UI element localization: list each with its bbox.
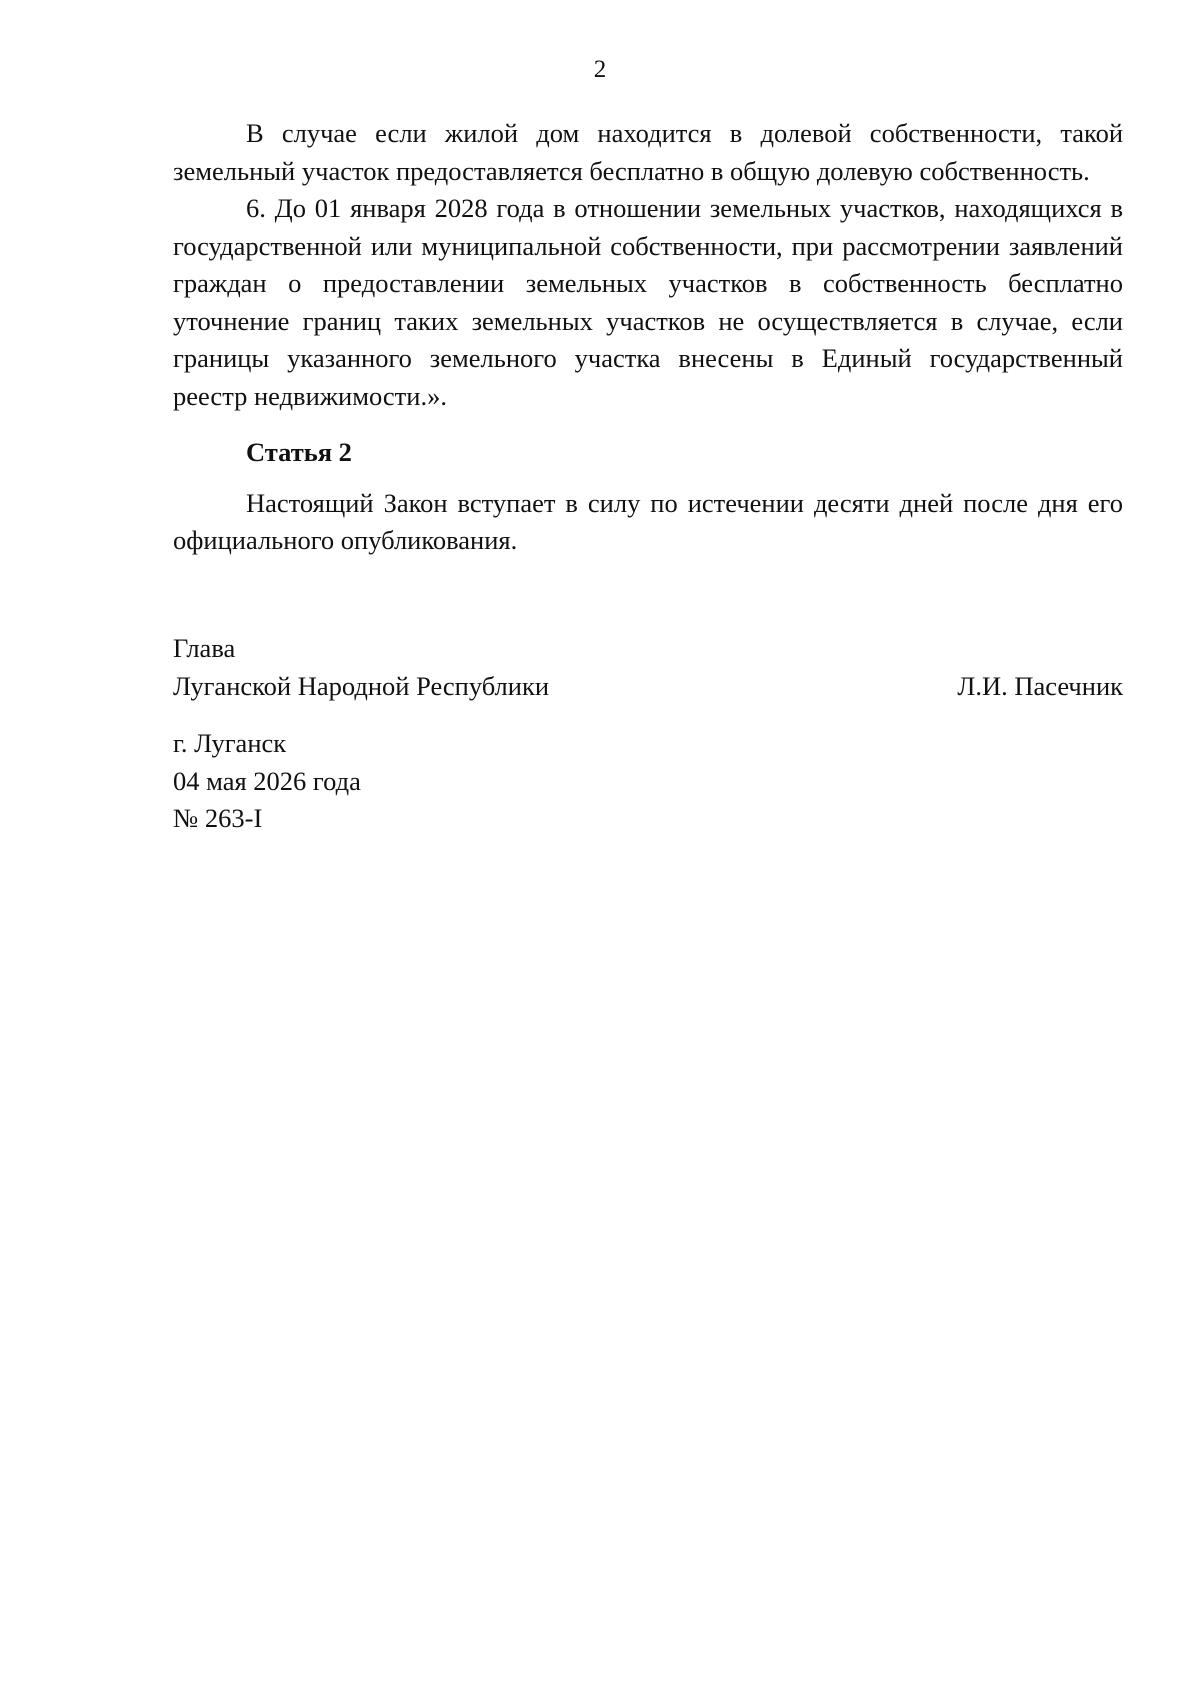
place-city: г. Луганск <box>173 728 287 758</box>
page-number: 2 <box>593 56 607 83</box>
paragraph-entry-into-force: Настоящий Закон вступает в силу по истечении десяти дней после дня его официального опубликования. <box>173 487 1123 555</box>
paragraph-shared-ownership: В случае если жилой дом находится в долевой собственности, такой земельный участок предоставляется бесплатно в общую долевую собственность. <box>173 118 1123 186</box>
document-body <box>173 115 1123 560</box>
paragraph-item-6: 6. До 01 января 2028 года в отношении земельных участков, находящихся в государственной или муниципальной собственности, при рассмотрении заявлений граждан о предоставлении земельных участков в собственность бесплатно уточнение границ таких земельных участков не осуществляется в случае, если границы указанного земельного участка внесены в Единый государственный реестр недвижимости.». <box>173 193 1123 411</box>
signature-block <box>173 630 1123 705</box>
signatory-title-line-2: Луганской Народной Республики <box>173 670 550 701</box>
document-number: № 263-I <box>173 803 263 833</box>
signatory-name: Л.И. Пасечник <box>957 670 1123 701</box>
document-date: 04 мая 2026 года <box>173 765 361 796</box>
place-date-number-block <box>173 725 773 838</box>
signatory-row <box>173 668 1123 706</box>
signatory-title-line-1: Глава <box>173 633 236 663</box>
article-2-heading: Статья 2 <box>246 437 352 467</box>
